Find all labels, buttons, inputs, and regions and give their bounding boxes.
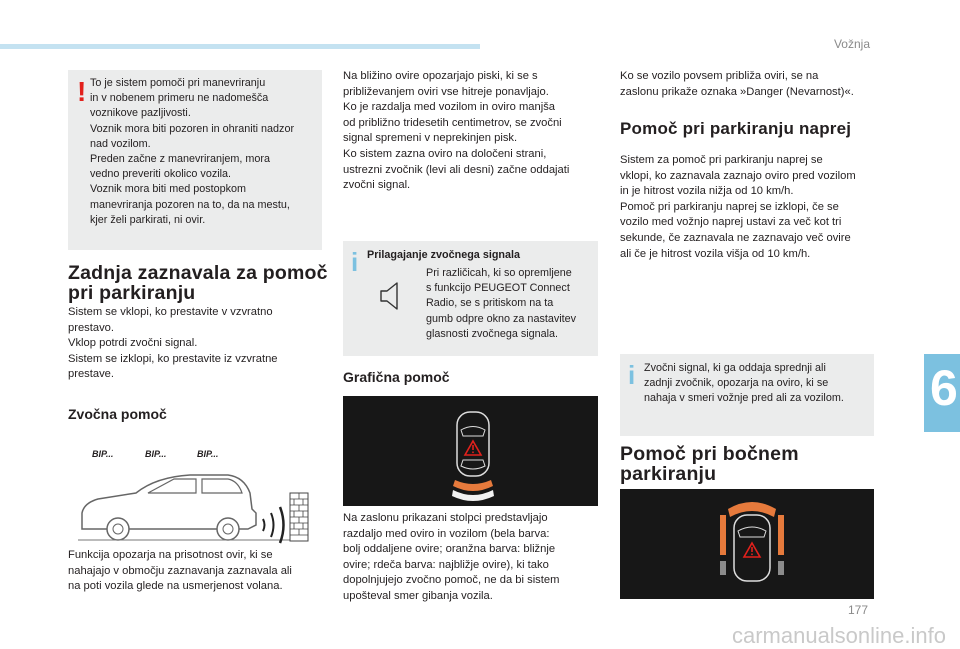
info-box-title: Prilagajanje zvočnega signala (367, 249, 521, 261)
car-topview-side-graphic (712, 495, 792, 595)
front-parking-text: Sistem za pomoč pri parkiranju naprej se vklopi, ko zaznavala zaznajo oviro pred vozilom in je hitrost vozila nižja od 10 km/h. Pomoč pri parkiranju naprej se izklopi, če se vozilo med vožnjo naprej ustavi za več kot tri sekunde, če zaznavala ne zaznavajo več ovire ali če je hitrost vozila višja od 10 km/h. (620, 154, 856, 260)
watermark: carmanualsonline.info (731, 623, 946, 648)
beep-label: BIP... (197, 449, 219, 459)
car-topview-rear-graphic (443, 406, 503, 502)
heading-front-parking: Pomoč pri parkiranju naprej (620, 119, 852, 138)
header-bar (0, 44, 480, 49)
proximity-text: Na bližino ovire opozarjajo piski, ki se s približevanjem oviri vse hitreje ponavljajo. Ko je razdalja med vozilom in oviro manjša od približno tridesetih centimetrov, se zvočni signal spremeni v neprekinjen pisk. Ko sistem zazna oviro na določeni strani, ustrezni zvočnik (levi ali desni) začne oddajati zvočni signal. (343, 70, 570, 192)
beep-illustration (78, 445, 318, 545)
beep-label: BIP... (92, 449, 114, 459)
info-icon: i (628, 360, 636, 390)
warning-box (68, 70, 322, 250)
chapter-tab (924, 354, 960, 432)
section-title: Vožnja (833, 37, 870, 51)
heading-sound-aid: Zvočna pomoč (68, 406, 167, 422)
graphic-aid-text: Na zaslonu prikazani stolpci predstavljajo razdaljo med oviro in vozilom (bela barva: bolj oddaljene ovire; oranžna barva: bližnje ovire; rdeča barva: najbližje ovire), ki tako dopolnjujejo zvočno pomoč, ne da bi sistem upošteval smer gibanja vozila. (343, 512, 560, 602)
side-graphic-display (620, 489, 874, 599)
danger-text: Ko se vozilo povsem približa oviri, se na zaslonu prikaže oznaka »Danger (Nevarnost)«. (620, 70, 854, 98)
info-icon: i (351, 247, 359, 277)
page-number: 177 (847, 603, 868, 617)
rear-sensors-text: Sistem se vklopi, ko prestavite v vzvratno prestavo. Vklop potrdi zvočni signal. Sistem se izklopi, ko prestavite iz vzvratne prestave. (68, 306, 278, 381)
speaker-icon (379, 281, 403, 311)
info-box-text: Pri različicah, ki so opremljene s funkcijo PEUGEOT Connect Radio, se s pritiskom na ta gumb odpre okno za nastavitev glasnosti zvočnega signala. (426, 267, 577, 340)
heading-graphic-aid: Grafična pomoč (343, 369, 450, 385)
info-box-speaker (620, 354, 874, 436)
heading-side-parking: Pomoč pri bočnem parkiranju (620, 443, 799, 485)
car-reversing-illustration (78, 463, 318, 545)
sound-aid-text: Funkcija opozarja na prisotnost ovir, ki se nahajajo v območju zaznavanja zaznavala ali na poti vozila glede na usmerjenost volana. (68, 549, 292, 593)
heading-rear-sensors: Zadnja zaznavala za pomoč pri parkiranju (68, 262, 328, 304)
beep-label: BIP... (145, 449, 167, 459)
rear-graphic-display (343, 396, 598, 506)
warning-icon: ! (77, 76, 87, 107)
info-box-speaker-text: Zvočni signal, ki ga oddaja sprednji ali zadnji zvočnik, opozarja na oviro, ki se nahaja v smeri vožnje pred ali za vozilom. (644, 362, 844, 405)
warning-text: To je sistem pomoči pri manevriranju in v nobenem primeru ne nadomešča voznikove pazljivosti. Voznik mora biti pozoren in ohraniti nadzor nad vozilom. Preden začne z manevriranjem, mora vedno preveriti okolico vozila. Voznik mora biti med postopkom manevriranja pozoren na to, da na mestu, kjer želi parkirati, ni ovir. (90, 77, 295, 226)
chapter-number: 6 (930, 360, 958, 416)
info-box-volume (343, 241, 598, 356)
